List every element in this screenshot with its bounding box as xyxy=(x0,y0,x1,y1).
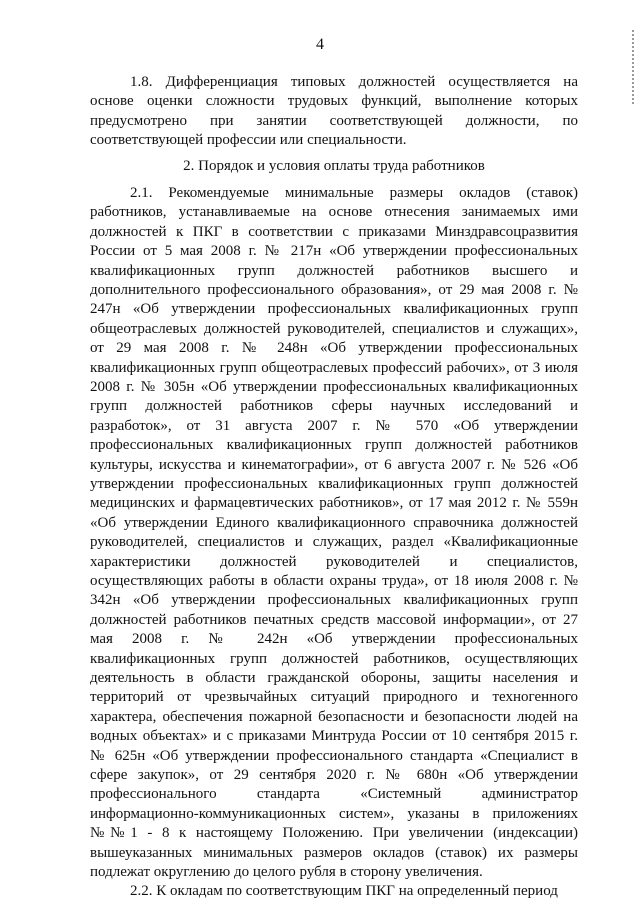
paragraph-2-1-line: 342н «Об утверждении профессиональных квалификационных групп xyxy=(90,592,578,609)
paragraph-2-1-line: вышеуказанных минимальных размеров окладов (ставок) их размеры xyxy=(90,844,578,861)
paragraph-2-1-line: сфере закупок», от 29 сентября 2020 г. № 680н «Об утверждении xyxy=(90,767,578,783)
paragraph-2-1-line: мая 2008 г. № 242н «Об утверждении профессиональных xyxy=(90,631,578,648)
paragraph-2-1-line: квалификационных групп общеотраслевых профессий рабочих», от 3 июля xyxy=(90,359,578,376)
section-2-heading: 2. Порядок и условия оплаты труда работников xyxy=(183,157,485,174)
paragraph-2-1-line: водных объектах» и с приказами Минтруда России от 10 сентября 2015 г. xyxy=(90,728,578,745)
paragraph-2-1-line: № 625н «Об утверждении профессионального стандарта «Специалист в xyxy=(90,747,578,764)
paragraph-2-1-line: территорий от чрезвычайных ситуаций природного и техногенного xyxy=(90,689,578,706)
paragraph-1-8-line: предусмотрено при занятии соответствующей должности, по xyxy=(90,112,578,129)
paragraph-2-1-line: дополнительного профессионального образования», от 29 мая 2008 г. № xyxy=(90,282,578,298)
paragraph-2-1-line: профессионального стандарта «Системный администратор xyxy=(90,786,578,803)
page-number: 4 xyxy=(316,36,324,53)
paragraph-2-1-line: характеристики должностей руководителей и специалистов, xyxy=(90,553,578,570)
paragraph-2-1-line: информационно-коммуникационных систем», указаны в приложениях xyxy=(90,805,578,822)
paragraph-2-1-line: медицинских и фармацевтических работников», от 17 мая 2012 г. № 559н xyxy=(90,495,578,512)
paragraph-2-1-line: 2.1. Рекомендуемые минимальные размеры окладов (ставок) xyxy=(130,185,578,201)
paragraph-2-1-line: 247н «Об утверждении профессиональных квалификационных групп xyxy=(90,301,578,318)
paragraph-2-1-line: 2008 г. № 305н «Об утверждении профессиональных квалификационных xyxy=(90,379,578,395)
paragraph-2-1-line: руководителей, специалистов и служащих, раздел «Квалификационные xyxy=(90,534,578,551)
paragraph-2-1-line: квалификационных групп должностей работников высшего и xyxy=(90,262,578,279)
paragraph-2-1-line: должностей работников печатных средств массовой информации», от 27 xyxy=(90,611,578,628)
paragraph-2-1-line: культуры, искусства и кинематографии», от 6 августа 2007 г. № 526 «Об xyxy=(90,456,578,473)
paragraph-2-1-line: профессиональных квалификационных групп должностей работников xyxy=(90,437,578,454)
paragraph-2-1-line: характера, обеспечения пожарной безопасности и безопасности людей на xyxy=(90,708,578,725)
paragraph-1-8-line: основе оценки сложности трудовых функций, выполнение которых xyxy=(90,93,578,110)
paragraph-2-1-line: осуществляющих работы в области охраны труда», от 18 июля 2008 г. № xyxy=(90,573,578,589)
paragraph-2-1-line: №№1 - 8 к настоящему Положению. При увеличении (индексации) xyxy=(90,825,578,842)
paragraph-2-1-line: должностей к ПКГ в соответствии с приказами Минздравсоцразвития xyxy=(90,223,578,240)
paragraph-2-1-line: России от 5 мая 2008 г. № 217н «Об утверждении профессиональных xyxy=(90,243,578,260)
paragraph-2-1-line: деятельность в области гражданской обороны, защиты населения и xyxy=(90,670,578,686)
paragraph-1-8-line: соответствующей профессии или специальности. xyxy=(90,132,407,149)
paragraph-2-1-line: общеотраслевых должностей руководителей, специалистов и служащих», xyxy=(90,320,578,337)
paragraph-2-1-line: «Об утверждении Единого квалификационного справочника должностей xyxy=(90,514,578,531)
paragraph-2-1-line: групп должностей работников сферы научных исследований и xyxy=(90,398,578,415)
paragraph-2-1-line: от 29 мая 2008 г. № 248н «Об утверждении профессиональных xyxy=(90,340,578,357)
paragraph-2-1-line: подлежат округлению до целого рубля в сторону увеличения. xyxy=(90,864,483,880)
paragraph-2-1-line: разработок», от 31 августа 2007 г. № 570 «Об утверждении xyxy=(90,417,578,434)
paragraph-2-1-line: работников, устанавливаемые на основе отнесения занимаемых ими xyxy=(90,204,578,221)
paragraph-2-1-line: утверждении профессиональных квалификационных групп должностей xyxy=(90,476,578,492)
paragraph-2-1-line: квалификационных групп должностей работников, осуществляющих xyxy=(90,650,578,667)
paragraph-2-2-line: 2.2. К окладам по соответствующим ПКГ на определенный период xyxy=(130,883,558,900)
paragraph-1-8-line: 1.8. Дифференциация типовых должностей осуществляется на xyxy=(130,74,578,90)
side-margin-mark xyxy=(632,30,640,104)
